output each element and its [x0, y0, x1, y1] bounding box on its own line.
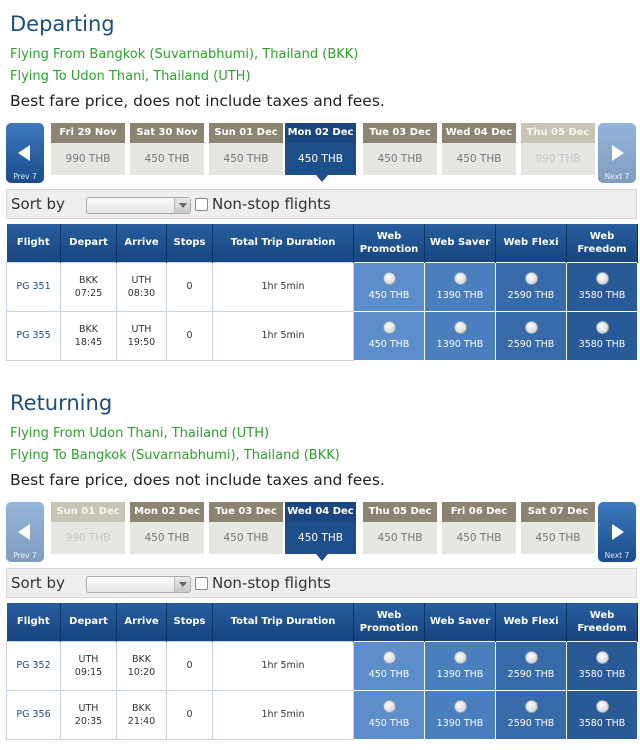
chevron-down-icon [174, 577, 190, 592]
col-header: Web Flexi [496, 603, 567, 641]
duration: 1hr 5min [213, 641, 354, 690]
fare-note: Best fare price, does not include taxes and fees. [10, 471, 385, 489]
date-label: Tue 03 Dec [363, 123, 437, 143]
next-label: Next 7 [604, 172, 630, 181]
flying-to: Flying To Udon Thani, Thailand (UTH) [10, 69, 251, 84]
selected-caret-icon [316, 175, 328, 182]
fare-option-web-promotion[interactable] [354, 690, 425, 739]
radio-icon[interactable] [596, 700, 609, 713]
date-label: Wed 04 Dec [442, 123, 516, 143]
col-header: Depart [61, 224, 117, 262]
radio-icon[interactable] [525, 700, 538, 713]
depart-code: BKK [79, 323, 98, 335]
date-price: 450 THB [209, 143, 283, 175]
date-label: Mon 02 Dec [285, 123, 356, 143]
fare-price: 1390 THB [436, 338, 484, 350]
arrive-code: UTH [131, 274, 152, 286]
section-title: Departing [10, 12, 115, 36]
next-week-button[interactable] [598, 502, 636, 562]
fare-option-web-freedom[interactable] [567, 311, 638, 360]
section-title: Returning [10, 391, 113, 415]
depart-time: 09:15 [74, 666, 103, 678]
date-price: 450 THB [442, 522, 516, 554]
date-option[interactable] [130, 502, 204, 554]
left-arrow-icon [18, 145, 30, 161]
right-arrow-icon [612, 524, 624, 540]
radio-icon[interactable] [525, 321, 538, 334]
arrive-cell [117, 262, 167, 311]
fare-option-web-saver[interactable] [425, 311, 496, 360]
col-header: Web Flexi [496, 224, 567, 262]
arrive-time: 08:30 [127, 287, 156, 299]
arrive-code: BKK [132, 653, 151, 665]
nonstop-label: Non-stop flights [212, 574, 331, 592]
date-option[interactable] [363, 502, 437, 554]
chevron-down-icon [174, 198, 190, 213]
flight-number: PG 355 [7, 311, 61, 360]
flight-table [6, 603, 638, 740]
flight-number: PG 352 [7, 641, 61, 690]
col-header: Flight [7, 224, 61, 262]
date-option-selected[interactable] [285, 502, 356, 554]
selected-caret-icon [316, 554, 328, 561]
date-price: 450 THB [209, 522, 283, 554]
fare-option-web-saver[interactable] [425, 262, 496, 311]
depart-time: 18:45 [74, 336, 103, 348]
table-header-row [7, 224, 638, 262]
nonstop-label: Non-stop flights [212, 195, 331, 213]
fare-price: 3580 THB [578, 338, 626, 350]
fare-option-web-promotion[interactable] [354, 641, 425, 690]
date-label: Thu 05 Dec [363, 502, 437, 522]
sort-bar [6, 568, 637, 598]
flying-from: Flying From Bangkok (Suvarnabhumi), Thailand (BKK) [10, 47, 359, 62]
date-option-disabled [521, 123, 595, 175]
arrive-time: 19:50 [127, 336, 156, 348]
col-header: Web Freedom [567, 224, 638, 262]
stops: 0 [167, 690, 213, 739]
date-price: 450 THB [363, 143, 437, 175]
next-week-button[interactable] [598, 123, 636, 183]
duration: 1hr 5min [213, 690, 354, 739]
left-arrow-icon [18, 524, 30, 540]
fare-price: 450 THB [368, 338, 410, 350]
prev-label: Prev 7 [13, 551, 37, 560]
radio-icon[interactable] [383, 321, 396, 334]
date-option[interactable] [363, 123, 437, 175]
flight-number: PG 351 [7, 262, 61, 311]
radio-icon[interactable] [596, 651, 609, 664]
flight-number: PG 356 [7, 690, 61, 739]
radio-icon[interactable] [525, 272, 538, 285]
sort-select[interactable] [86, 576, 191, 593]
arrive-time: 21:40 [127, 715, 156, 727]
fare-price: 3580 THB [578, 717, 626, 729]
fare-price: 3580 THB [578, 289, 626, 301]
date-price: 450 THB [363, 522, 437, 554]
date-label: Sat 07 Dec [521, 502, 595, 522]
date-option[interactable] [521, 502, 595, 554]
date-label: Tue 03 Dec [209, 502, 283, 522]
table-row [7, 262, 638, 311]
fare-option-web-flexi[interactable] [496, 690, 567, 739]
radio-icon[interactable] [454, 272, 467, 285]
arrive-code: BKK [132, 702, 151, 714]
depart-code: UTH [78, 653, 99, 665]
date-option-selected[interactable] [285, 123, 356, 175]
date-label: Wed 04 Dec [285, 502, 356, 522]
fare-price: 450 THB [368, 717, 410, 729]
date-price: 450 THB [285, 522, 356, 554]
date-option-disabled [51, 502, 125, 554]
flying-to: Flying To Bangkok (Suvarnabhumi), Thailand (BKK) [10, 448, 340, 463]
nonstop-checkbox[interactable] [195, 198, 208, 211]
stops: 0 [167, 262, 213, 311]
sort-by-label: Sort by [11, 574, 65, 592]
table-row [7, 690, 638, 739]
radio-icon[interactable] [525, 651, 538, 664]
arrive-time: 10:20 [127, 666, 156, 678]
table-header-row [7, 603, 638, 641]
fare-option-web-freedom[interactable] [567, 262, 638, 311]
date-price: 990 THB [51, 522, 125, 554]
next-label: Next 7 [604, 551, 630, 560]
prev-week-button[interactable] [6, 123, 44, 183]
fare-price: 450 THB [368, 668, 410, 680]
flying-from: Flying From Udon Thani, Thailand (UTH) [10, 426, 270, 441]
prev-label: Prev 7 [13, 172, 37, 181]
fare-price: 1390 THB [436, 668, 484, 680]
radio-icon[interactable] [454, 700, 467, 713]
fare-option-web-freedom[interactable] [567, 641, 638, 690]
date-label: Thu 05 Dec [521, 123, 595, 143]
col-header: Web Freedom [567, 603, 638, 641]
radio-icon[interactable] [454, 651, 467, 664]
depart-cell [61, 311, 117, 360]
date-option[interactable] [209, 123, 283, 175]
sort-by-label: Sort by [11, 195, 65, 213]
date-option[interactable] [442, 502, 516, 554]
date-option[interactable] [209, 502, 283, 554]
col-header: Web Saver [425, 603, 496, 641]
date-label: Fri 29 Nov [51, 123, 125, 143]
fare-option-web-flexi[interactable] [496, 641, 567, 690]
stops: 0 [167, 311, 213, 360]
date-carousel [6, 123, 636, 185]
radio-icon[interactable] [383, 272, 396, 285]
fare-option-web-promotion[interactable] [354, 262, 425, 311]
arrive-cell [117, 641, 167, 690]
fare-option-web-flexi[interactable] [496, 262, 567, 311]
fare-price: 450 THB [368, 289, 410, 301]
depart-cell [61, 690, 117, 739]
col-header: Stops [167, 603, 213, 641]
arrive-code: UTH [131, 323, 152, 335]
date-label: Sun 01 Dec [51, 502, 125, 522]
depart-time: 07:25 [74, 287, 103, 299]
radio-icon[interactable] [596, 321, 609, 334]
fare-option-web-flexi[interactable] [496, 311, 567, 360]
col-header: Web Promotion [354, 603, 425, 641]
col-header: Stops [167, 224, 213, 262]
col-header: Arrive [117, 603, 167, 641]
fare-option-web-promotion[interactable] [354, 311, 425, 360]
arrive-cell [117, 690, 167, 739]
duration: 1hr 5min [213, 311, 354, 360]
col-header: Total Trip Duration [213, 603, 354, 641]
date-label: Sun 01 Dec [209, 123, 283, 143]
date-price: 450 THB [130, 522, 204, 554]
duration: 1hr 5min [213, 262, 354, 311]
fare-option-web-freedom[interactable] [567, 690, 638, 739]
radio-icon[interactable] [596, 272, 609, 285]
date-label: Sat 30 Nov [130, 123, 204, 143]
arrive-cell [117, 311, 167, 360]
table-row [7, 641, 638, 690]
date-carousel [6, 502, 636, 564]
nonstop-checkbox[interactable] [195, 577, 208, 590]
date-price: 450 THB [521, 522, 595, 554]
col-header: Arrive [117, 224, 167, 262]
col-header: Depart [61, 603, 117, 641]
date-price: 450 THB [130, 143, 204, 175]
radio-icon[interactable] [383, 651, 396, 664]
fare-price: 1390 THB [436, 289, 484, 301]
depart-code: UTH [78, 702, 99, 714]
flight-table [6, 224, 638, 361]
fare-option-web-saver[interactable] [425, 641, 496, 690]
depart-time: 20:35 [74, 715, 103, 727]
right-arrow-icon [612, 145, 624, 161]
sort-select[interactable] [86, 197, 191, 214]
fare-option-web-saver[interactable] [425, 690, 496, 739]
col-header: Web Promotion [354, 224, 425, 262]
radio-icon[interactable] [454, 321, 467, 334]
depart-code: BKK [79, 274, 98, 286]
radio-icon[interactable] [383, 700, 396, 713]
date-label: Fri 06 Dec [442, 502, 516, 522]
date-price: 990 THB [51, 143, 125, 175]
fare-note: Best fare price, does not include taxes and fees. [10, 92, 385, 110]
date-price: 450 THB [285, 143, 356, 175]
fare-price: 2590 THB [507, 668, 555, 680]
sort-bar [6, 189, 637, 219]
prev-week-button[interactable] [6, 502, 44, 562]
depart-cell [61, 641, 117, 690]
table-row [7, 311, 638, 360]
date-option[interactable] [51, 123, 125, 175]
date-price: 990 THB [521, 143, 595, 175]
col-header: Web Saver [425, 224, 496, 262]
date-option[interactable] [442, 123, 516, 175]
fare-price: 2590 THB [507, 338, 555, 350]
fare-price: 1390 THB [436, 717, 484, 729]
col-header: Flight [7, 603, 61, 641]
depart-cell [61, 262, 117, 311]
date-label: Mon 02 Dec [130, 502, 204, 522]
date-price: 450 THB [442, 143, 516, 175]
date-option[interactable] [130, 123, 204, 175]
fare-price: 2590 THB [507, 289, 555, 301]
fare-price: 3580 THB [578, 668, 626, 680]
returning-section [0, 379, 640, 750]
stops: 0 [167, 641, 213, 690]
col-header: Total Trip Duration [213, 224, 354, 262]
fare-price: 2590 THB [507, 717, 555, 729]
